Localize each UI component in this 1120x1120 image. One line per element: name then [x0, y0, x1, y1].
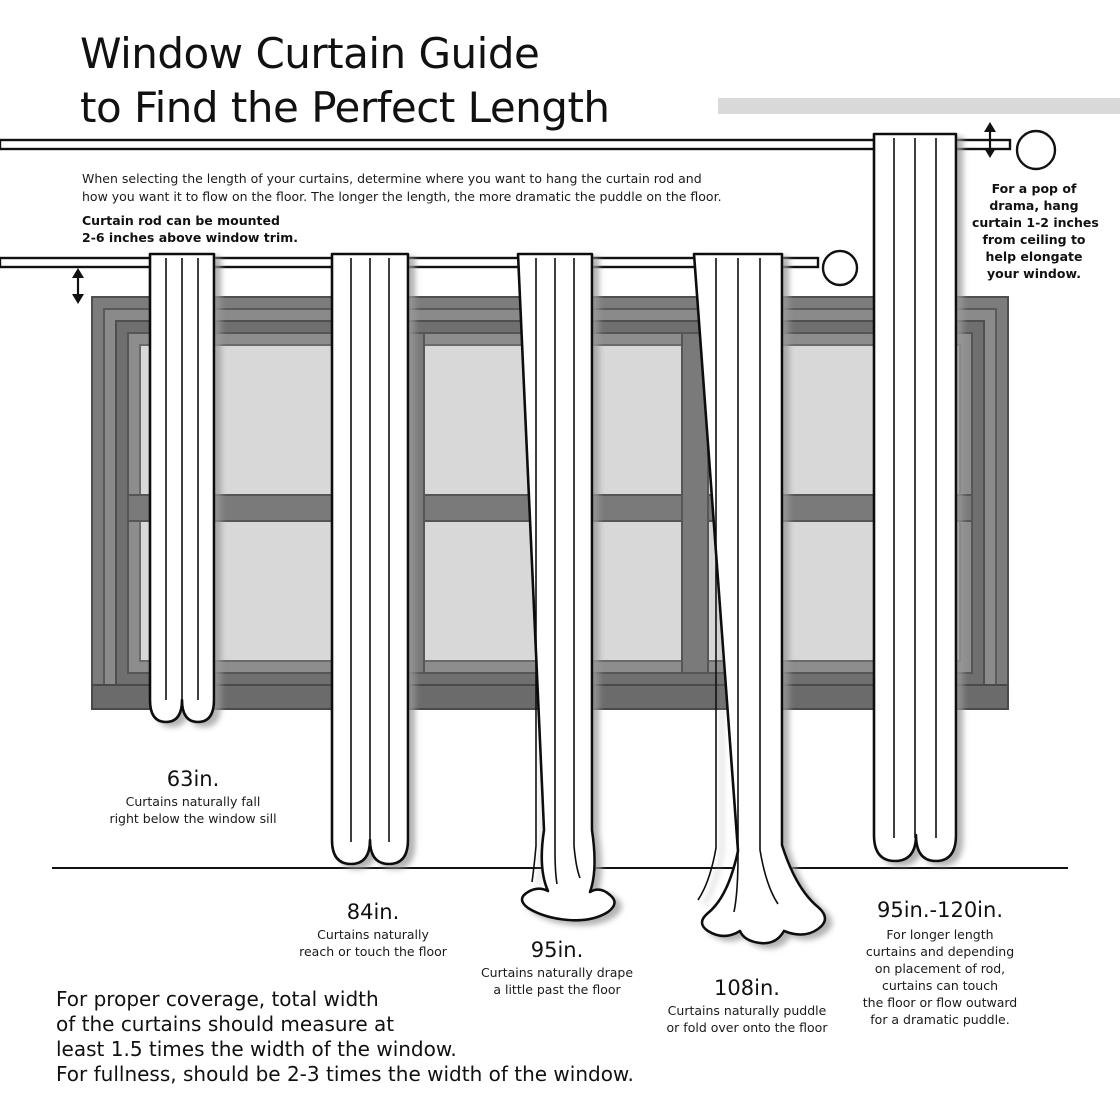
curtain-95-120in: [874, 134, 956, 861]
length-desc-95-120in-line3: on placement of rod,: [874, 961, 1006, 976]
side-note-line2: drama, hang: [989, 198, 1079, 213]
length-desc-95in-line2: a little past the floor: [493, 982, 621, 997]
length-desc-84in-line1: Curtains naturally: [317, 927, 429, 942]
footer-line1: For proper coverage, total width: [56, 987, 379, 1011]
page-title-line2: to Find the Perfect Length: [80, 83, 610, 132]
length-desc-95-120in-line5: the floor or flow outward: [862, 995, 1018, 1010]
intro-line1: When selecting the length of your curtains, determine where you want to hang the curtain rod and: [82, 171, 702, 186]
footer-line4: For fullness, should be 2-3 times the width of the window.: [56, 1062, 634, 1086]
side-note-line5: help elongate: [985, 249, 1083, 264]
rod-note-line2: 2-6 inches above window trim.: [82, 230, 299, 245]
curtain-84in: [332, 254, 408, 864]
side-note-line3: curtain 1-2 inches: [972, 215, 1099, 230]
length-desc-108in-line2: or fold over onto the floor: [666, 1020, 828, 1035]
side-note-line6: your window.: [987, 266, 1081, 281]
side-note-line4: from ceiling to: [982, 232, 1086, 247]
length-label-95in: 95in.: [530, 938, 584, 962]
footer-line3: least 1.5 times the width of the window.: [56, 1037, 457, 1061]
length-desc-95-120in-line4: curtains can touch: [881, 978, 999, 993]
rod-height-arrow: [72, 268, 84, 304]
length-desc-84in-line2: reach or touch the floor: [299, 944, 447, 959]
rod-note-line1: Curtain rod can be mounted: [82, 213, 280, 228]
length-desc-95-120in-line1: For longer length: [886, 927, 994, 942]
length-desc-63in-line1: Curtains naturally fall: [125, 794, 261, 809]
footer-line2: of the curtains should measure at: [56, 1012, 395, 1036]
length-desc-95-120in-line2: curtains and depending: [865, 944, 1015, 959]
header-gray-bar: [718, 98, 1120, 114]
curtain-63in: [150, 254, 214, 722]
length-desc-108in-line1: Curtains naturally puddle: [667, 1003, 827, 1018]
length-desc-63in-line2: right below the window sill: [109, 811, 277, 826]
length-label-84in: 84in.: [346, 900, 400, 924]
page-title-line1: Window Curtain Guide: [80, 29, 540, 78]
intro-line2: how you want it to flow on the floor. The longer the length, the more dramatic the puddle on the floor.: [82, 189, 722, 204]
length-desc-95in-line1: Curtains naturally drape: [480, 965, 634, 980]
length-desc-95-120in-line6: for a dramatic puddle.: [870, 1012, 1010, 1027]
length-label-108in: 108in.: [714, 976, 780, 1000]
length-label-95-120in: 95in.-120in.: [876, 898, 1004, 922]
side-note-line1: For a pop of: [991, 181, 1077, 196]
length-label-63in: 63in.: [166, 767, 220, 791]
